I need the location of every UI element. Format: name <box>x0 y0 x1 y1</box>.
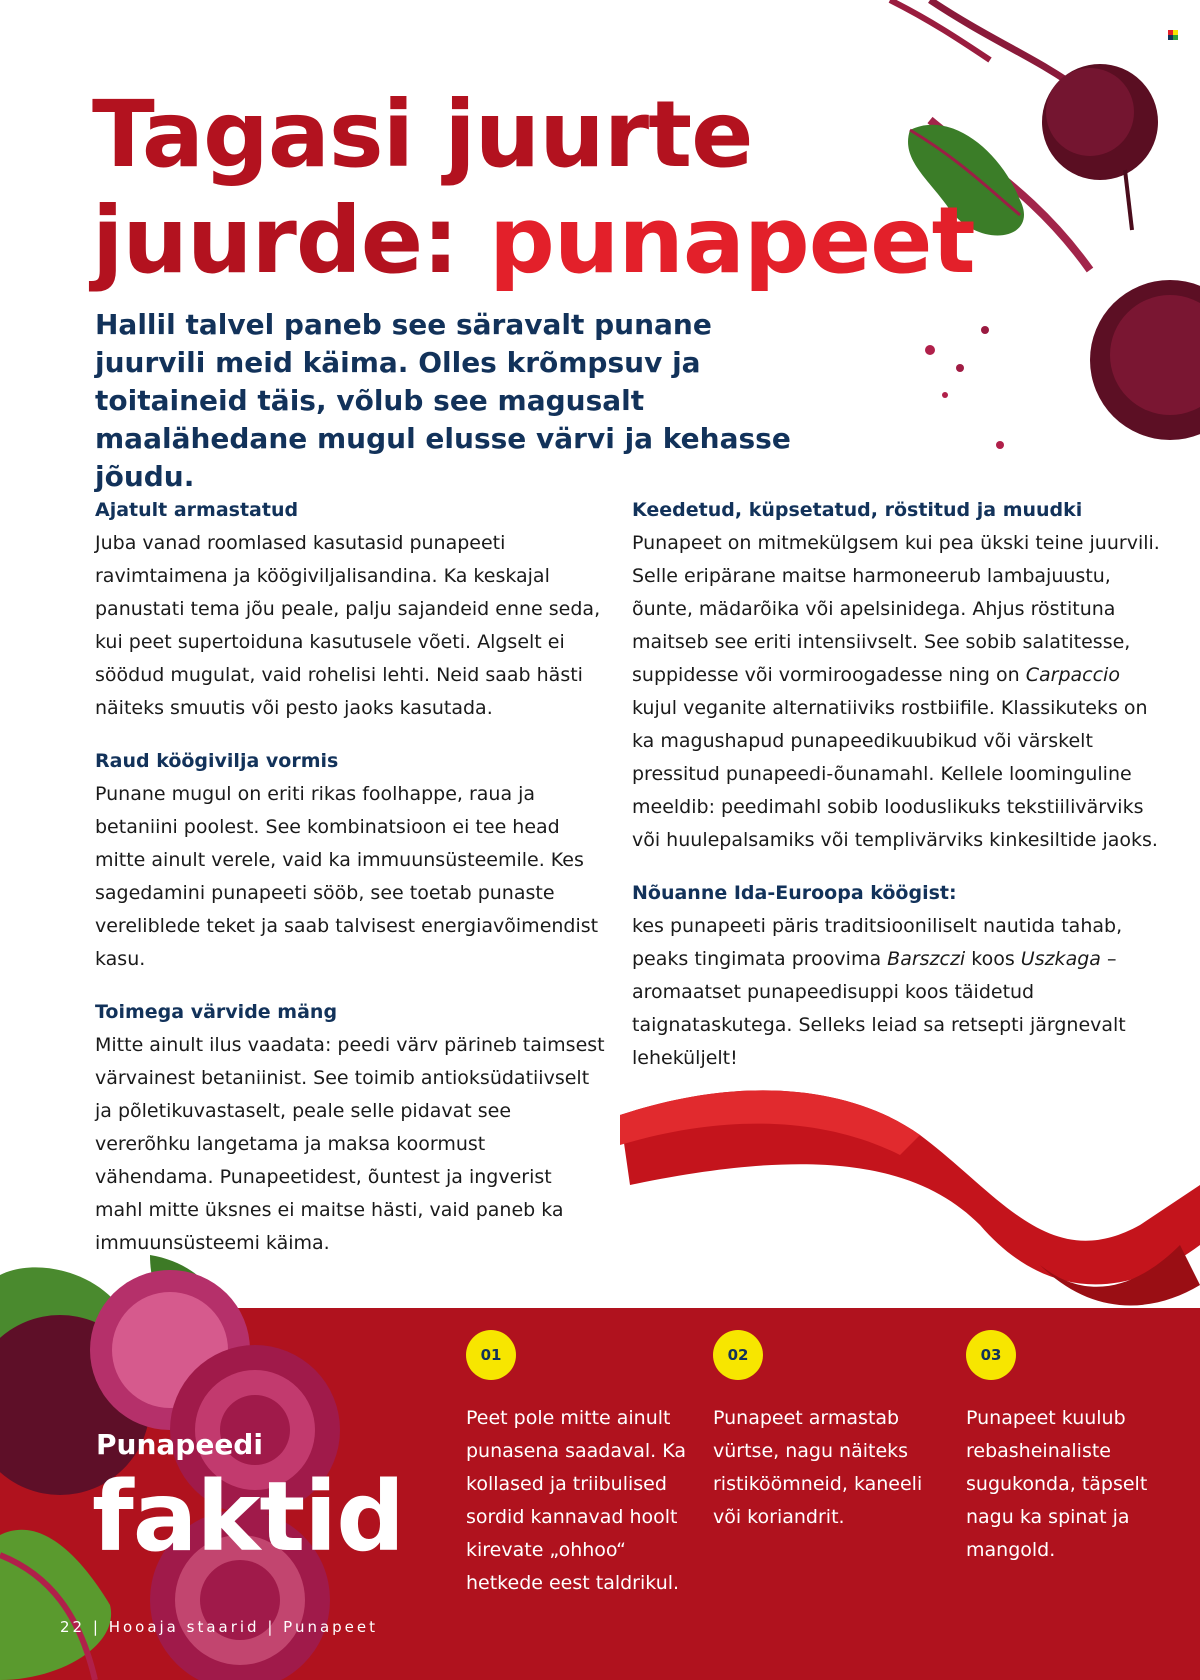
facts-label-small: Punapeedi <box>96 1428 263 1461</box>
fact-text: Peet pole mitte ainult punasena saadaval. Ka kollased ja triibulised sordid kannavad hoolt kirevate „ohhoo“ hetkede eest taldrikul. <box>466 1407 687 1594</box>
fact-text: Punapeet armastab vürtse, nagu näiteks ristiköömneid, kaneeli või koriandrit. <box>713 1407 923 1528</box>
section-text: Juba vanad roomlased kasutasid punapeeti ravimtaimena ja köögiviljalisandina. Ka keskajal panustati tema jõu peale, palju sajandeid enne seda, kui peet supertoiduna kasutusele võeti. Algselt ei söödud mugulat, vaid rohelisi lehti. Neid saab hästi näiteks smuutis või pesto jaoks kasutada. <box>95 532 601 719</box>
facts-label-big: faktid <box>92 1461 404 1573</box>
fact-number-badge: 03 <box>966 1330 1016 1380</box>
footer-section: Hooaja staarid <box>108 1618 260 1636</box>
section-heading: Toimega värvide mäng <box>95 1001 338 1023</box>
page-footer: 22 | Hooaja staarid | Punapeet <box>60 1618 379 1636</box>
right-column <box>632 494 1162 1095</box>
section-text: Punane mugul on eriti rikas foolhappe, raua ja betaniini poolest. See kombinatsioon ei tee head mitte ainult verele, vaid ka immuunsüsteemile. Kes sagedamini punapeeti sööb, see toetab punaste vereliblede teket ja saab talvisest energiavõimendist kasu. <box>95 783 599 970</box>
fact-item <box>713 1330 943 1534</box>
section-text: kes punapeeti päris traditsiooniliselt nautida tahab, peaks tingimata proovima Barszczi koos Uszkaga – aromaatset punapeedisuppi koos täidetud taignataskutega. Selleks leiad sa retsepti järgnevalt leheküljelt! <box>632 915 1126 1069</box>
section-text: Punapeet on mitmekülgsem kui pea ükski teine juurvili. Selle eripärane maitse harmoneerub lambajuustu, õunte, mädarõika või apelsinidega. Ahjus röstituna maitseb see eriti intensiivselt. See sobib salatitesse, suppidesse või vormiroogadesse ning on Carpaccio kujul veganite alternatiiviks rostbiifile. Klassikuteks on ka magushapud punapeedikuubikud või värskelt pressitud punapeedi-õunamahl. Kellele loominguline meeldib: peedimahl sobib looduslikuks tekstiilivärviks või huulepalsamiks või templivärviks kinkesiltide jaoks. <box>632 532 1160 851</box>
fact-item <box>966 1330 1196 1567</box>
footer-topic: Punapeet <box>283 1618 379 1636</box>
fact-item <box>466 1330 696 1600</box>
ribbon-illustration <box>620 1075 1200 1315</box>
page-number: 22 <box>60 1618 86 1636</box>
section-heading: Nõuanne Ida-Euroopa köögist: <box>632 882 957 904</box>
left-column <box>95 494 605 1280</box>
title-line-2-dark: juurde: <box>92 187 489 294</box>
fact-text: Punapeet kuulub rebasheinaliste sugukonda, täpselt nagu ka spinat ja mangold. <box>966 1407 1148 1561</box>
logo-mark-icon <box>1168 30 1178 40</box>
section-text: Mitte ainult ilus vaadata: peedi värv pärineb taimsest värvainest betaniinist. See toimib antioksüdatiivselt ja põletikuvastaselt, peale selle pidavat see vererõhku langetama ja maksa koormust vähendama. Punapeetidest, õuntest ja ingverist mahl mitte üksnes ei maitse hästi, vaid paneb ka immuunsüsteemi käima. <box>95 1034 605 1254</box>
fact-number-badge: 01 <box>466 1330 516 1380</box>
title-line-2-bright: punapeet <box>488 187 975 294</box>
page-title <box>92 82 975 294</box>
title-line-1: Tagasi juurte <box>92 81 753 188</box>
intro-text: Hallil talvel paneb see säravalt punane juurvili meid käima. Olles krõmpsuv ja toitaineid täis, võlub see magusalt maalähedane mugul elusse värvi ja kehasse jõudu. <box>95 308 791 493</box>
section-heading: Raud köögivilja vormis <box>95 750 339 772</box>
fact-number-badge: 02 <box>713 1330 763 1380</box>
section-heading: Ajatult armastatud <box>95 499 299 521</box>
section-heading: Keedetud, küpsetatud, röstitud ja muudki <box>632 499 1083 521</box>
